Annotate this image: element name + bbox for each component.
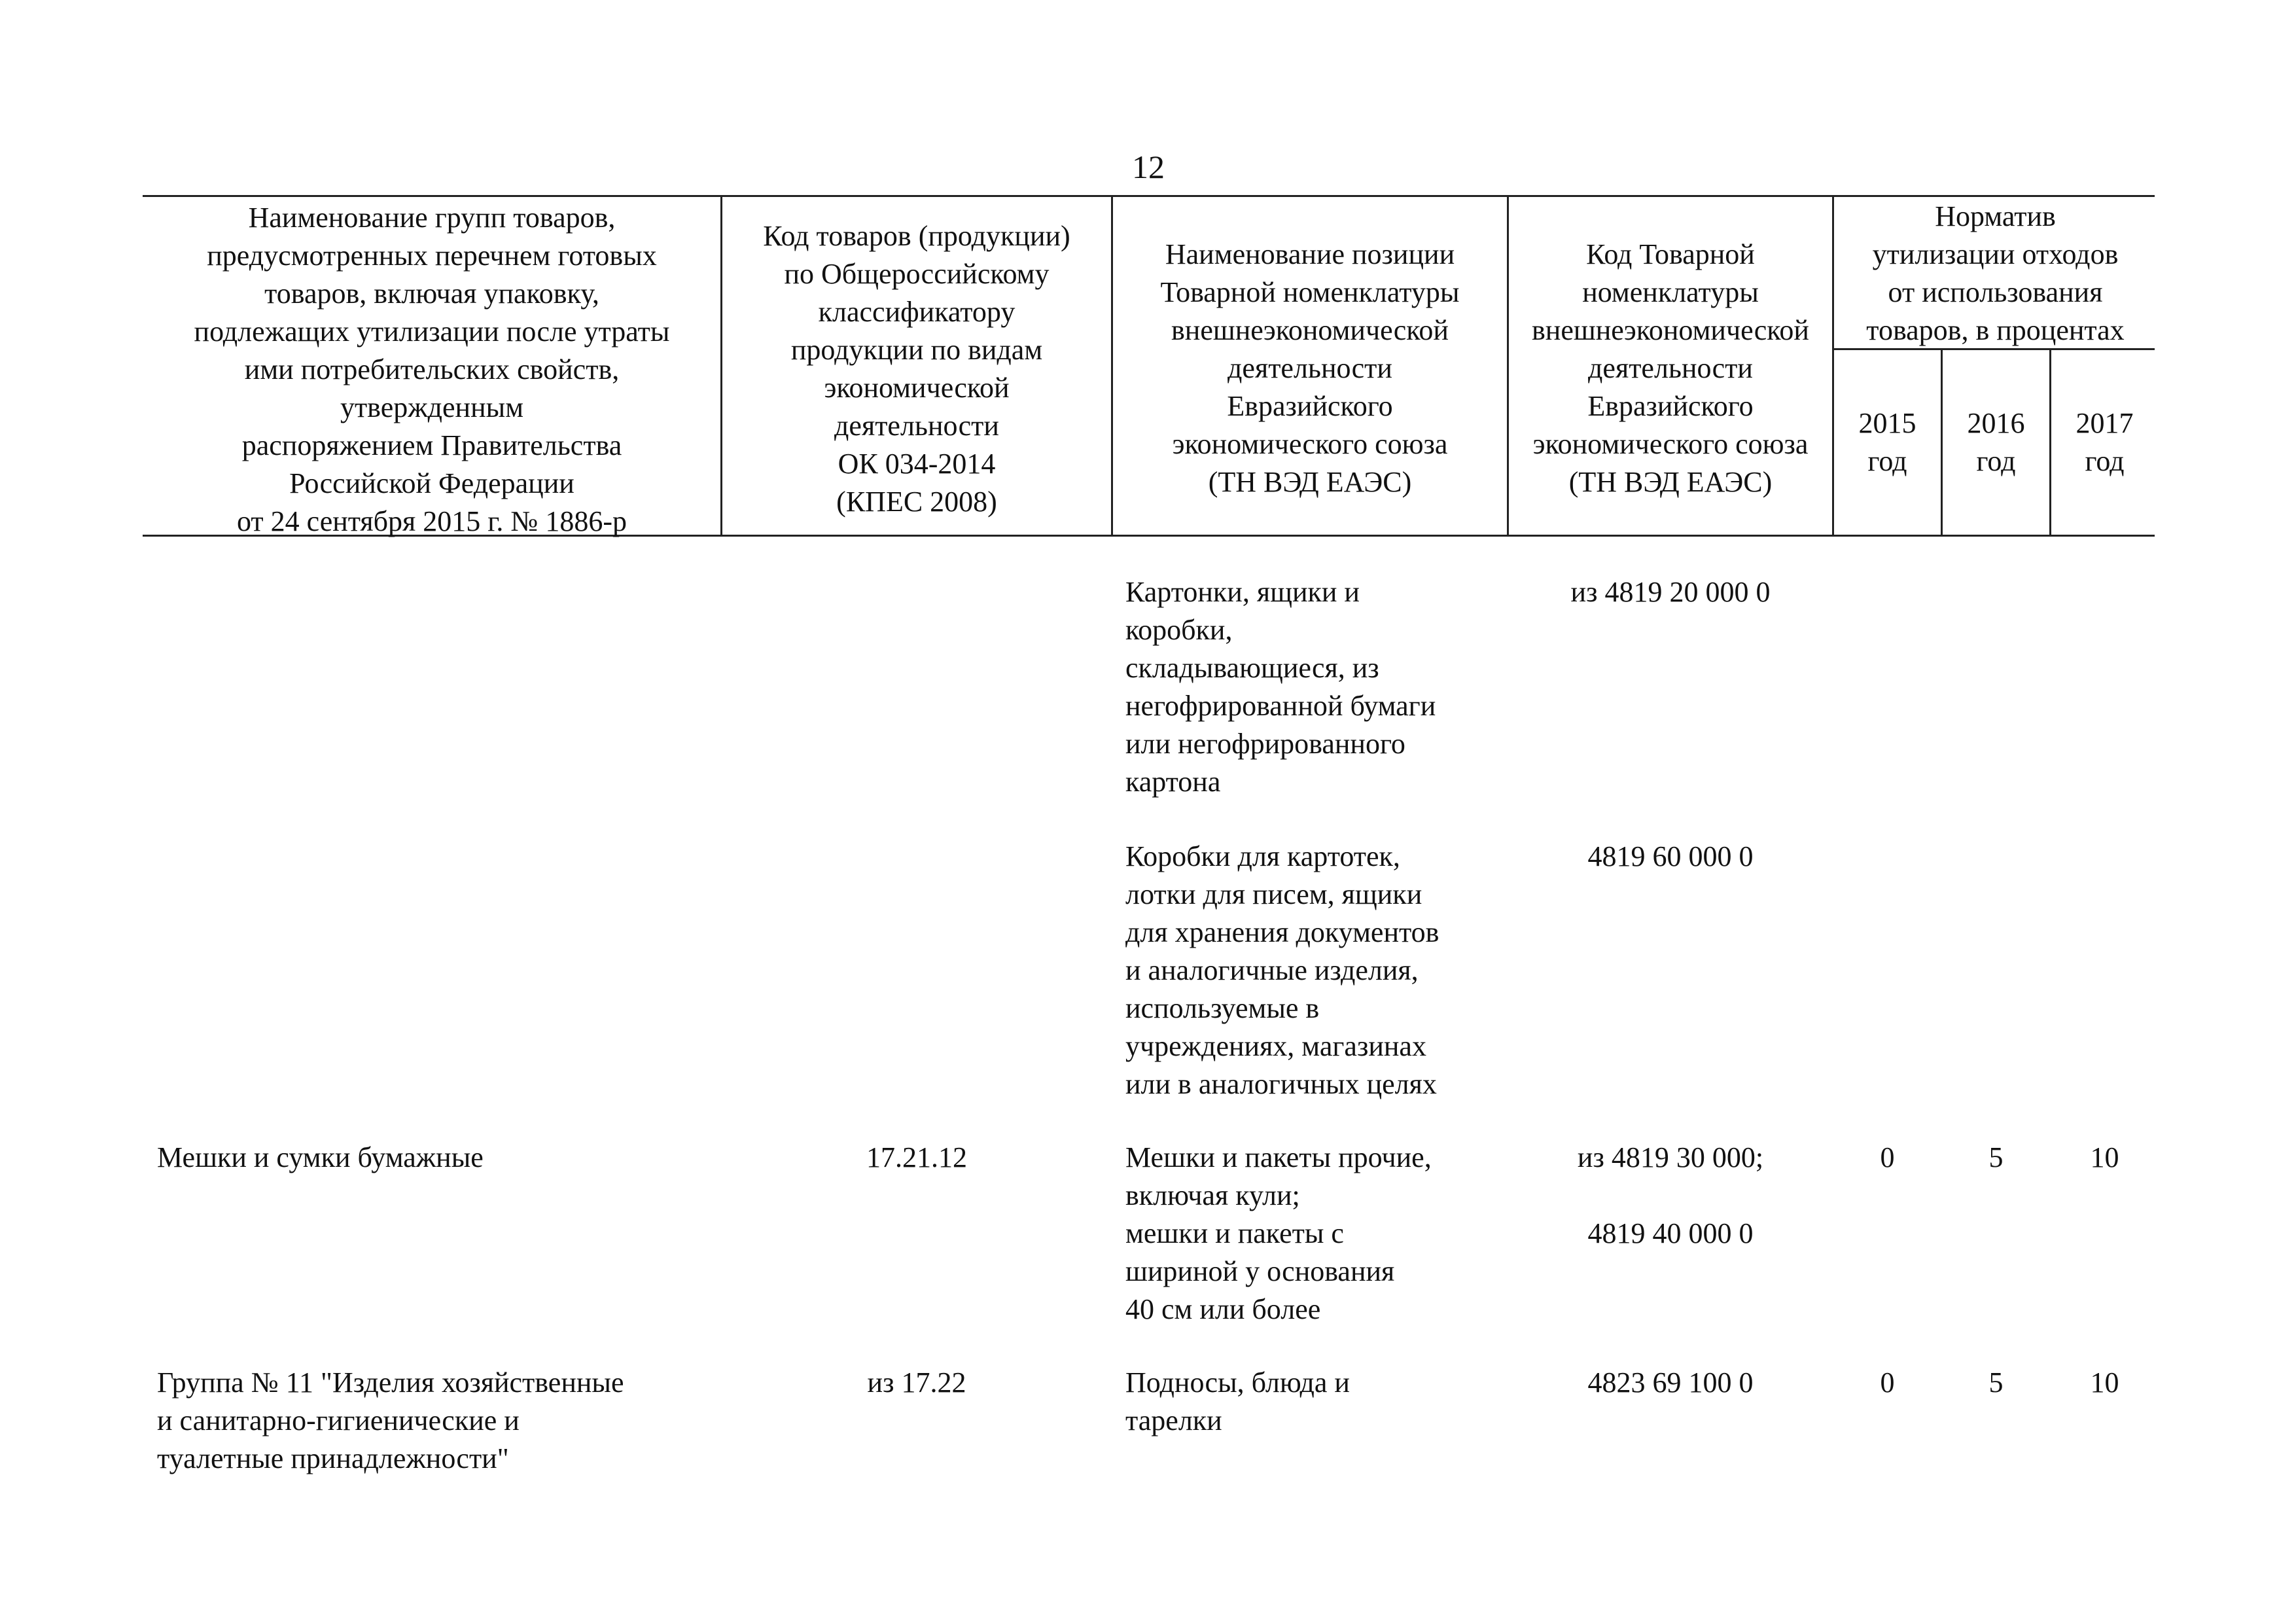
- table-row-1-position: Картонки, ящики и коробки, складывающиеся, из негофрированной бумаги или негофрированного картона: [1125, 576, 1436, 798]
- table-row-1-code: из 4819 20 000 0: [1570, 576, 1771, 608]
- header-year-2015: 2015 год: [1858, 407, 1916, 477]
- table-row-3-group: Мешки и сумки бумажные: [157, 1141, 484, 1173]
- header-year-2017: 2017 год: [2075, 407, 2134, 477]
- table-row-4-value-2017: 10: [2090, 1366, 2119, 1399]
- header-divider-3: [1507, 195, 1509, 537]
- table-row-4-code: 4823 69 100 0: [1587, 1366, 1754, 1399]
- table-row-3-code: из 4819 30 000; 4819 40 000 0: [1577, 1141, 1764, 1249]
- table-row-3-value-2016: 5: [1988, 1141, 2004, 1173]
- table-row-3-okpd: 17.21.12: [866, 1141, 967, 1173]
- header-divider-4: [1832, 195, 1834, 537]
- header-group-name: Наименование групп товаров, предусмотренных перечнем готовых товаров, включая упаковку, подлежащих утилизации после утраты ими потребительских свойств, утвержденным распоряжением Правительства Российской Федерации от 24 сентября 2015 г. № 1886-р: [194, 202, 670, 537]
- table-row-3-value-2015: 0: [1880, 1141, 1895, 1173]
- header-tnved-code: Код Товарной номенклатуры внешнеэкономической деятельности Евразийского экономического союза (ТН ВЭД ЕАЭС): [1532, 238, 1809, 498]
- header-okpd-code: Код товаров (продукции) по Общероссийскому классификатору продукции по видам экономической деятельности ОК 034-2014 (КПЕС 2008): [763, 220, 1070, 518]
- header-divider-year-2: [2049, 348, 2051, 537]
- table-row-2-code: 4819 60 000 0: [1587, 840, 1754, 872]
- table-row-3-value-2017: 10: [2090, 1141, 2119, 1173]
- header-divider-year-1: [1941, 348, 1943, 537]
- table-row-4-position: Подносы, блюда и тарелки: [1125, 1366, 1350, 1436]
- header-divider-1: [720, 195, 722, 537]
- table-row-2-position: Коробки для картотек, лотки для писем, ящики для хранения документов и аналогичные изделия, используемые в учреждениях, магазинах или в аналогичных целях: [1125, 840, 1439, 1100]
- header-tnved-position: Наименование позиции Товарной номенклатуры внешнеэкономической деятельности Евразийского экономического союза (ТН ВЭД ЕАЭС): [1160, 238, 1460, 498]
- table-row-4-okpd: из 17.22: [867, 1366, 966, 1399]
- header-year-2016: 2016 год: [1967, 407, 2025, 477]
- table-row-4-value-2015: 0: [1880, 1366, 1895, 1399]
- table-row-4-group: Группа № 11 "Изделия хозяйственные и санитарно-гигиенические и туалетные принадлежности": [157, 1366, 624, 1474]
- table-row-4-value-2016: 5: [1988, 1366, 2004, 1399]
- header-recycling-norm: Норматив утилизации отходов от использования товаров, в процентах: [1866, 200, 2125, 346]
- table-row-3-position: Мешки и пакеты прочие, включая кули; мешки и пакеты с шириной у основания 40 см или более: [1125, 1141, 1432, 1325]
- page-number: 12: [1132, 149, 1165, 185]
- header-divider-2: [1111, 195, 1113, 537]
- table-top-rule: [143, 195, 2155, 197]
